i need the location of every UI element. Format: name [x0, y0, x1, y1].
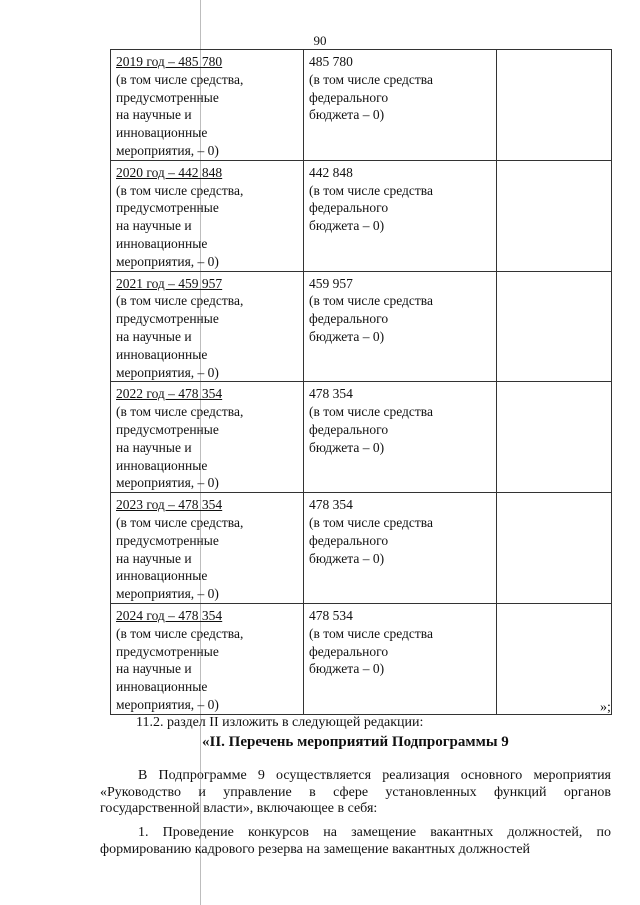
year-total: 2019 год – 485 780 [116, 54, 223, 69]
note-line: федерального [309, 311, 389, 327]
note-line: (в том числе средства, [116, 293, 244, 309]
budget-amount: 442 848 [309, 164, 353, 180]
table-row [111, 493, 612, 604]
year-total: 2020 год – 442 848 [116, 164, 223, 180]
empty-cell [497, 382, 612, 493]
table-row [111, 271, 612, 382]
budget-amount: 478 534 [309, 607, 353, 623]
note-line: предусмотренные [116, 89, 219, 105]
note-line: инновационные [116, 457, 208, 473]
year-total-cell [111, 271, 304, 382]
note-line: бюджета – 0) [309, 107, 385, 123]
note-line: (в том числе средства, [116, 514, 244, 530]
year-total: 2024 год – 478 354 [116, 607, 223, 623]
note-line: (в том числе средства, [116, 625, 244, 641]
note-line: бюджета – 0) [309, 328, 385, 344]
note-line: (в том числе средства [309, 71, 433, 87]
note-line: (в том числе средства, [116, 71, 244, 87]
empty-cell [497, 271, 612, 382]
year-total-cell [111, 50, 304, 161]
closing-quote: »; [600, 700, 611, 715]
budget-amount: 478 354 [309, 386, 353, 402]
note-line: (в том числе средства, [116, 404, 244, 420]
note-line: на научные и [116, 439, 192, 455]
note-line: (в том числе средства [309, 514, 433, 530]
table-row [111, 382, 612, 493]
note-line: федерального [309, 200, 389, 216]
note-line: на научные и [116, 218, 192, 234]
empty-cell [497, 493, 612, 604]
note-line: бюджета – 0) [309, 550, 385, 566]
year-total: 2023 год – 478 354 [116, 497, 223, 513]
note-line: (в том числе средства [309, 404, 433, 420]
budget-amount: 459 957 [309, 275, 353, 291]
note-line: (в том числе средства [309, 182, 433, 198]
budget-amount-cell [304, 382, 497, 493]
note-line: на научные и [116, 661, 192, 677]
budget-amount-cell [304, 493, 497, 604]
note-line: бюджета – 0) [309, 661, 385, 677]
note-line: мероприятия, – 0) [116, 142, 219, 158]
note-line: (в том числе средства [309, 293, 433, 309]
note-line: (в том числе средства, [116, 182, 244, 198]
note-line: (в том числе средства [309, 625, 433, 641]
note-line: инновационные [116, 346, 208, 362]
budget-amount-cell [304, 50, 497, 161]
paragraph-intro: В Подпрограмме 9 осуществляется реализация основного мероприятия «Руководство и управление в сфере установленных функций органов государственной власти», включающее в себя: [100, 768, 611, 816]
budget-amount: 485 780 [309, 54, 353, 69]
year-total: 2021 год – 459 957 [116, 275, 223, 291]
note-line: федерального [309, 421, 389, 437]
note-line: федерального [309, 89, 389, 105]
table-row [111, 160, 612, 271]
table-row [111, 603, 612, 714]
note-line: мероприятия, – 0) [116, 696, 219, 712]
page-number: 90 [313, 33, 327, 48]
empty-cell [497, 603, 612, 714]
note-line: мероприятия, – 0) [116, 586, 219, 602]
note-line: инновационные [116, 568, 208, 584]
note-line: инновационные [116, 235, 208, 251]
budget-amount: 478 354 [309, 497, 353, 513]
note-line: предусмотренные [116, 643, 219, 659]
year-total-cell [111, 160, 304, 271]
year-total-cell [111, 603, 304, 714]
note-line: бюджета – 0) [309, 439, 385, 455]
note-line: на научные и [116, 328, 192, 344]
note-line: федерального [309, 532, 389, 548]
note-line: инновационные [116, 125, 208, 141]
table-row [111, 50, 612, 161]
note-line: на научные и [116, 107, 192, 123]
note-line: мероприятия, – 0) [116, 364, 219, 380]
section-title: «II. Перечень мероприятий Подпрограммы 9 [202, 734, 509, 750]
note-line: бюджета – 0) [309, 218, 385, 234]
paragraph-item-1: 1. Проведение конкурсов на замещение вакантных должностей, по формированию кадрового резерва на замещение вакантных должностей [100, 825, 611, 857]
note-line: предусмотренные [116, 532, 219, 548]
budget-amount-cell [304, 271, 497, 382]
empty-cell [497, 160, 612, 271]
note-line: федерального [309, 643, 389, 659]
note-line: на научные и [116, 550, 192, 566]
note-line: мероприятия, – 0) [116, 253, 219, 269]
note-line: предусмотренные [116, 421, 219, 437]
note-line: инновационные [116, 679, 208, 695]
year-total-cell [111, 493, 304, 604]
budget-amount-cell [304, 603, 497, 714]
note-line: предусмотренные [116, 311, 219, 327]
year-total-cell [111, 382, 304, 493]
note-line: предусмотренные [116, 200, 219, 216]
budget-amount-cell [304, 160, 497, 271]
item-11-2: 11.2. раздел II изложить в следующей редакции: [136, 715, 424, 730]
note-line: мероприятия, – 0) [116, 475, 219, 491]
empty-cell [497, 50, 612, 161]
funding-table [110, 49, 612, 715]
year-total: 2022 год – 478 354 [116, 386, 223, 402]
